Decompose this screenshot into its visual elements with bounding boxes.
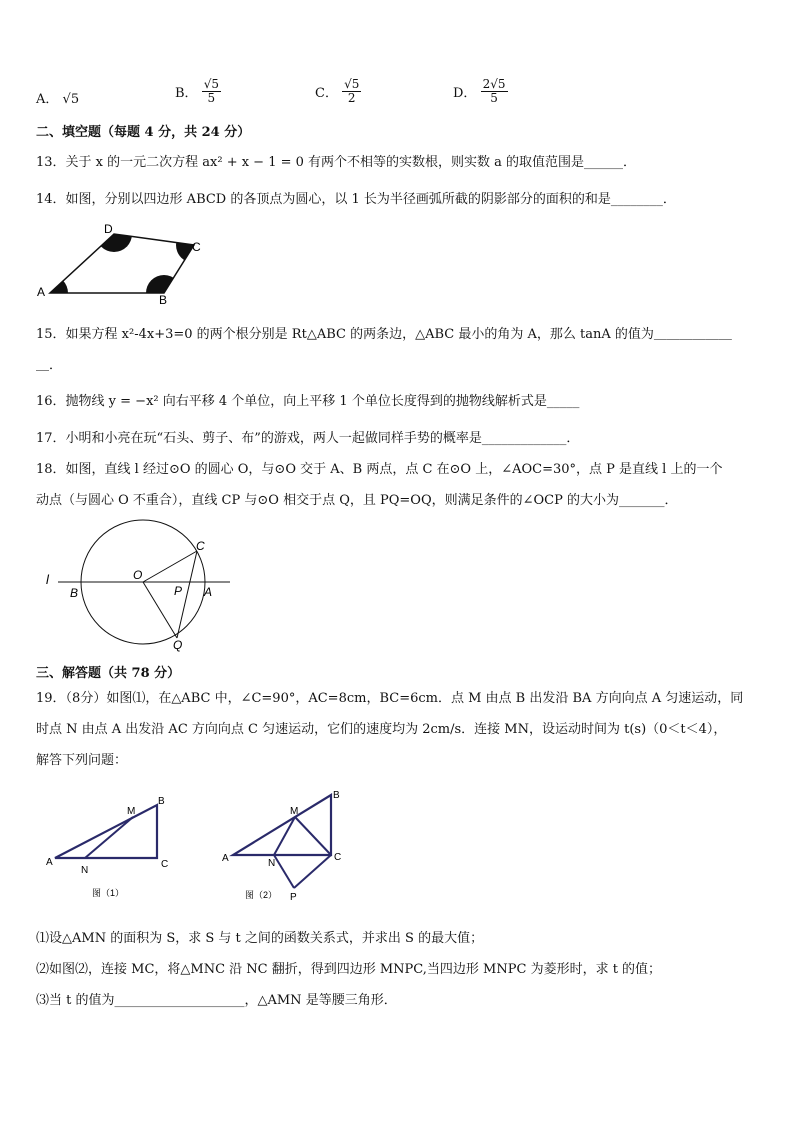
q18-figure [40,518,240,652]
q19-sub1: ⑴设△AMN 的面积为 S，求 S 与 t 之间的函数关系式，并求出 S 的最大值； [36,931,484,946]
option-a [36,88,79,107]
option-d-letter: D． [453,86,477,101]
q18-label-b: B [70,586,79,600]
q19-fig2-segment-np [274,855,294,888]
q18-label-a: A [204,585,213,599]
option-c-letter: C． [315,86,338,101]
q19-fig2-triangle [233,795,331,855]
q19-sub2: ⑵如图⑵，连接 MC，将△MNC 沿 NC 翻折，得到四边形 MNPC,当四边形 MNPC 为菱形时，求 t 的值； [36,962,662,977]
option-c-denominator: 2 [347,91,356,105]
q19-fig1-label-m: M [127,806,136,817]
option-d [453,78,508,105]
section3-title: 三、解答题（共 78 分） [36,666,181,681]
q18-segment-oq [143,582,177,638]
q14-label-c: C [192,240,201,254]
q19-fig1-label-c: C [161,859,169,870]
q14-label-a: A [37,285,46,299]
q14-figure [34,220,214,304]
q19-figure-2 [218,785,358,905]
option-d-numerator: 2√5 [482,77,506,91]
q18-label-c: C [196,539,205,553]
q17-text: 17．小明和小亮在玩“石头、剪子、布”的游戏，两人一起做同样手势的概率是_____________． [36,431,580,446]
option-a-expr: √5 [62,92,80,107]
q19-sub3: ⑶当 t 的值为____________________，△AMN 是等腰三角形． [36,993,397,1008]
q19-fig1-label-b: B [158,796,165,807]
q18-label-p: P [174,584,183,598]
q19-fig1-label-a: A [46,857,53,868]
option-c [315,78,361,105]
q19-line3: 解答下列问题： [36,753,128,768]
q19-fig2-label-a: A [222,853,229,864]
q19-fig2-label-p: P [290,892,297,903]
q13-text: 13．关于 x 的一元二次方程 ax² + x − 1 = 0 有两个不相等的实数根，则实数 a 的取值范围是______． [36,155,637,170]
q19-figure-1 [40,795,180,905]
q19-fig2-segment-pc [294,855,331,888]
q19-fig2-caption: 图（2） [245,890,278,900]
q14-label-b: B [159,293,168,304]
option-d-denominator: 5 [490,91,498,105]
q18-line2: 动点（与圆心 O 不重合），直线 CP 与⊙O 相交于点 Q，且 PQ=OQ，则满足条件的∠OCP 的大小为_______． [36,493,678,508]
q15-line2: ＿． [36,358,63,373]
option-c-numerator: √5 [344,77,360,91]
option-b-numerator: √5 [203,77,219,91]
option-d-fraction [481,78,508,105]
option-c-fraction [342,78,361,105]
q15-line1: 15．如果方程 x²-4x+3=0 的两个根分别是 Rt△ABC 的两条边，△ABC 最小的角为 A，那么 tanA 的值为＿＿＿＿＿＿ [36,327,732,342]
q19-line1: 19．（8分）如图⑴，在△ABC 中，∠C=90°，AC=8cm，BC=6cm．点 M 由点 B 出发沿 BA 方向向点 A 匀速运动，同 [36,691,744,706]
q14-label-d: D [104,222,113,236]
q19-fig2-segment-mc [295,817,331,855]
q16-text: 16．抛物线 y = −x² 向右平移 4 个单位，向上平移 1 个单位长度得到的抛物线解析式是_____ [36,394,580,409]
option-a-letter: A． [36,92,59,107]
section2-title: 二、填空题（每题 4 分，共 24 分） [36,125,251,140]
q19-fig1-caption: 图（1） [92,888,125,898]
q19-line2: 时点 N 由点 A 出发沿 AC 方向向点 C 匀速运动，它们的速度均为 2cm/s．连接 MN，设运动时间为 t(s)（0＜t＜4）， [36,722,727,737]
q19-fig2-label-b: B [333,790,340,801]
option-b-denominator: 5 [207,91,216,105]
option-b-letter: B． [175,86,198,101]
q19-fig2-label-m: M [290,806,299,817]
q18-label-o: O [133,568,143,582]
q14-shaded-sectors [34,220,212,304]
q19-fig1-label-n: N [81,865,89,876]
q19-fig2-label-n: N [268,858,276,869]
q18-label-l: l [46,572,49,587]
q18-line1: 18．如图，直线 l 经过⊙O 的圆心 O，与⊙O 交于 A、B 两点，点 C 在⊙O 上，∠AOC=30°，点 P 是直线 l 上的一个 [36,462,723,477]
q18-label-q: Q [173,638,183,652]
q14-text: 14．如图，分别以四边形 ABCD 的各顶点为圆心，以 1 长为半径画弧所截的阴影部分的面积的和是________． [36,192,676,207]
option-b-fraction [202,78,221,105]
q19-fig1-triangle [55,805,157,858]
q18-segment-oc [143,551,197,582]
option-b [175,78,221,105]
q19-fig2-label-c: C [334,852,342,863]
